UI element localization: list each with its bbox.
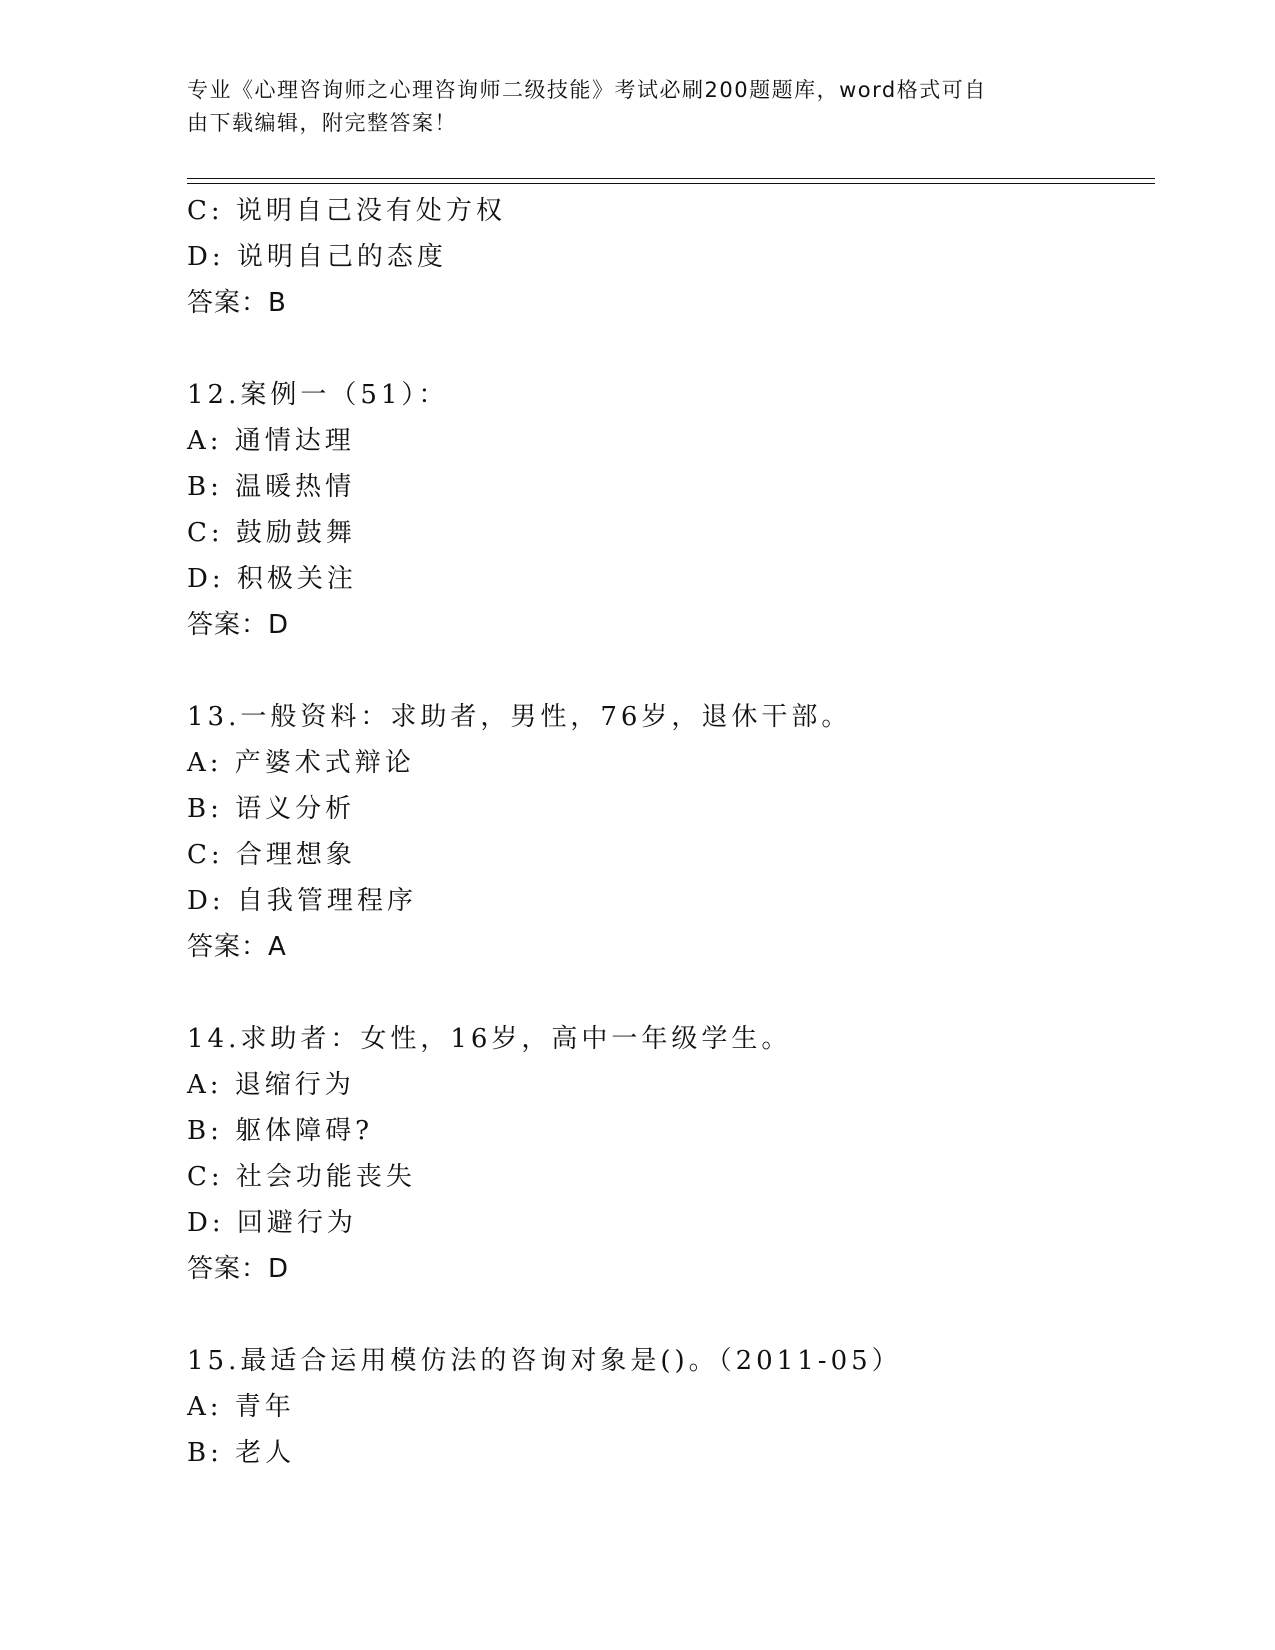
option-d: D: 自我管理程序 (187, 886, 417, 916)
spacer (187, 1292, 1155, 1338)
answer-line: 答案：D (187, 610, 290, 640)
option-b: B: 温暖热情 (187, 472, 356, 502)
option-b: B: 躯体障碍? (187, 1116, 374, 1146)
answer-line: 答案：D (187, 1254, 290, 1284)
option-d: D: 说明自己的态度 (187, 242, 447, 272)
question-15-stem: 15.最适合运用模仿法的咨询对象是()。（2011-05） (187, 1346, 902, 1376)
option-c: C: 合理想象 (187, 840, 356, 870)
option-c: C: 说明自己没有处方权 (187, 196, 506, 226)
option-b: B: 老人 (187, 1438, 296, 1468)
option-a: A: 通情达理 (187, 426, 355, 456)
option-a: A: 青年 (187, 1392, 295, 1422)
header-line-2: 由下载编辑，附完整答案！ (187, 111, 457, 135)
option-d: D: 回避行为 (187, 1208, 357, 1238)
answer-line: 答案：B (187, 288, 287, 318)
option-a: A: 产婆术式辩论 (187, 748, 415, 778)
spacer (187, 326, 1155, 372)
spacer (187, 970, 1155, 1016)
header-rule-top (187, 178, 1155, 179)
spacer (187, 648, 1155, 694)
answer-line: 答案：A (187, 932, 287, 962)
option-b: B: 语义分析 (187, 794, 356, 824)
question-list (187, 188, 1155, 1476)
option-c: C: 鼓励鼓舞 (187, 518, 356, 548)
header-rule-bottom (187, 183, 1155, 184)
option-c: C: 社会功能丧失 (187, 1162, 416, 1192)
question-14-stem: 14.求助者：女性，16岁，高中一年级学生。 (187, 1024, 792, 1054)
question-13-stem: 13.一般资料：求助者，男性，76岁，退休干部。 (187, 702, 852, 732)
option-d: D: 积极关注 (187, 564, 357, 594)
header-line-1: 专业《心理咨询师之心理咨询师二级技能》考试必刷200题题库，word格式可自 (187, 78, 987, 102)
question-12-stem: 12.案例一（51）： (187, 380, 449, 410)
document-header (187, 74, 1067, 140)
option-a: A: 退缩行为 (187, 1070, 355, 1100)
